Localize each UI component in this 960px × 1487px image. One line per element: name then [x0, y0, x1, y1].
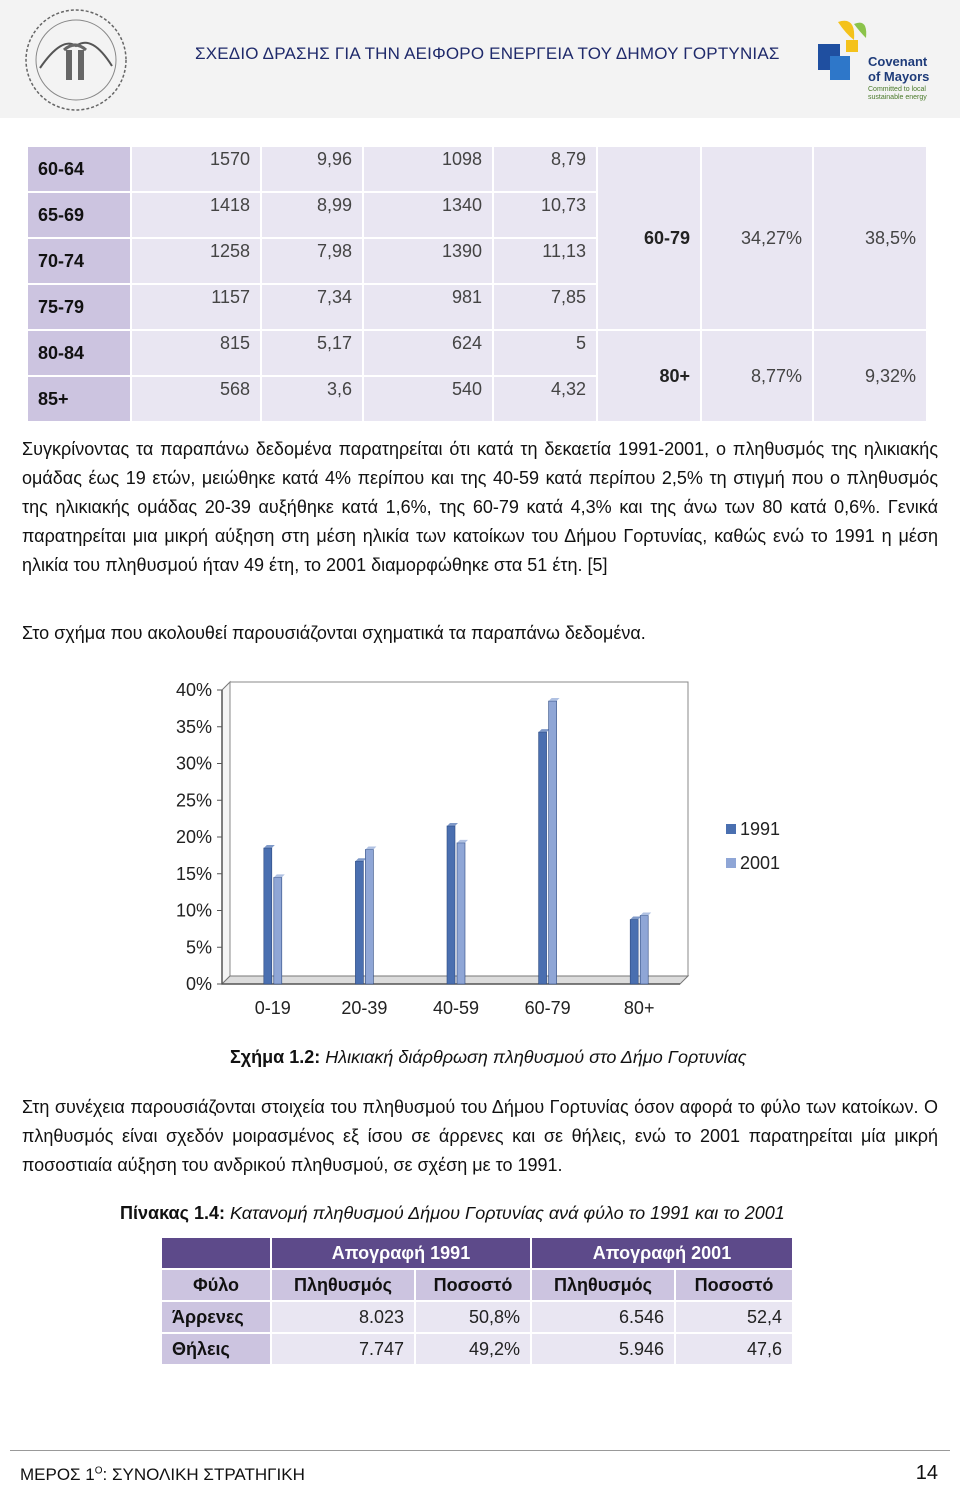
- logo-line-3: Committed to local: [868, 86, 926, 93]
- age-table-cell: 3,6: [262, 377, 362, 421]
- bar-2001-60-79: [549, 701, 557, 984]
- x-tick-label: 20-39: [341, 998, 388, 1018]
- age-group-label: 65-69: [28, 193, 130, 237]
- figure-caption-text: Ηλικιακή διάρθρωση πληθυσμού στο Δήμο Γορτυνίας: [320, 1047, 747, 1067]
- covenant-logo-text: [868, 54, 929, 84]
- age-group-label: 75-79: [28, 285, 130, 329]
- age-table-cell: 8,79: [494, 147, 596, 191]
- footer-divider: [10, 1450, 950, 1451]
- paragraph-chart-intro: Στο σχήμα που ακολουθεί παρουσιάζονται σχηματικά τα παραπάνω δεδομένα.: [22, 623, 646, 643]
- row-male-label: Άρρενες: [162, 1302, 270, 1332]
- age-table-cell: 1418: [132, 193, 260, 237]
- bar-1991-40-59: [447, 826, 455, 984]
- legend-label-1991: 1991: [740, 819, 781, 839]
- age-table-cell: 624: [364, 331, 492, 375]
- legend-swatch-1991: [726, 824, 736, 834]
- age-table-cell: 1570: [132, 147, 260, 191]
- age-table-cell: 5: [494, 331, 596, 375]
- figure-caption-label: Σχήμα 1.2:: [230, 1047, 321, 1067]
- age-table-cell: 7,85: [494, 285, 596, 329]
- y-tick-label: 40%: [175, 680, 212, 700]
- legend-label-2001: 2001: [740, 853, 781, 873]
- y-tick-label: 5%: [185, 937, 212, 958]
- age-table-cell: 1340: [364, 193, 492, 237]
- paragraph-comparison: Συγκρίνοντας τα παραπάνω δεδομένα παρατηρείται ότι κατά τη δεκαετία 1991-2001, ο πληθυσμός της ηλικιακής ομάδας έως 19 ετών, μειώθηκε κατά 4% περίπου και της 40-59 κατά περίπου 2,5% τη στιγμή που ο πληθυσμός της ηλικιακής ομάδας 20-39 αυξήθηκε κατά 1,6%, της 60-79 κατά 4,3% και της άνω των 80 κατά 0,6%. Γενικά παρατηρείται μια μικρή αύξηση στη μέση ηλικία των κατοίκων του Δήμου Γορτυνίας, καθώς ενώ το 1991 η μέση ηλικία του πληθυσμού ήταν 49 έτη, το 2001 διαμορφώθηκε στα 51 έτη. [5]: [22, 439, 938, 575]
- row-female-pct-2001: 47,6: [676, 1334, 792, 1364]
- group-value: 38,5%: [814, 147, 926, 329]
- row-male-pct-2001: 52,4: [676, 1302, 792, 1332]
- group-label: 60-79: [598, 147, 700, 329]
- covenant-logo-tagline: [868, 86, 927, 102]
- age-table-cell: 1098: [364, 147, 492, 191]
- header-census-1991: Απογραφή 1991: [272, 1238, 530, 1268]
- age-group-label: 80-84: [28, 331, 130, 375]
- row-female-label: Θήλεις: [162, 1334, 270, 1364]
- footer-suffix: : ΣΥΝΟΛΙΚΗ ΣΤΡΑΤΗΓΙΚΗ: [102, 1465, 305, 1484]
- legend-swatch-2001: [726, 858, 736, 868]
- age-table-cell: 540: [364, 377, 492, 421]
- bar-1991-0-19: [264, 848, 272, 984]
- age-table-cell: 10,73: [494, 193, 596, 237]
- age-table-cell: 1157: [132, 285, 260, 329]
- logo-line-4: sustainable energy: [868, 94, 927, 101]
- document-title: ΣΧΕΔΙΟ ΔΡΑΣΗΣ ΓΙΑ ΤΗΝ ΑΕΙΦΟΡΟ ΕΝΕΡΓΕΙΑ ΤΟΥ ΔΗΜΟΥ ΓΟΡΤΥΝΙΑΣ: [195, 44, 780, 63]
- bar-2001-40-59: [457, 843, 465, 984]
- age-table-cell: 568: [132, 377, 260, 421]
- table-caption: [120, 1203, 785, 1224]
- group-value: 9,32%: [814, 331, 926, 421]
- page-header: [0, 0, 960, 118]
- header-sex: Φύλο: [162, 1270, 270, 1300]
- x-tick-label: 0-19: [254, 998, 291, 1018]
- bar-2001-20-39: [365, 849, 373, 984]
- age-table-cell: 815: [132, 331, 260, 375]
- bar-1991-60-79: [539, 732, 547, 984]
- y-tick-label: 15%: [175, 863, 212, 884]
- header-census-2001: Απογραφή 2001: [532, 1238, 792, 1268]
- age-table-cell: 7,34: [262, 285, 362, 329]
- footer-section-title: [20, 1465, 305, 1485]
- row-male-pct-1991: 50,8%: [416, 1302, 530, 1332]
- y-tick-label: 0%: [185, 974, 212, 994]
- logo-line-1: Covenant: [868, 54, 928, 69]
- row-male-pop-1991: 8.023: [272, 1302, 414, 1332]
- age-group-label: 70-74: [28, 239, 130, 283]
- bar-1991-20-39: [355, 861, 363, 984]
- paragraph-sex-intro: Στη συνέχεια παρουσιάζονται στοιχεία του πληθυσμού του Δήμου Γορτυνίας όσον αφορά το φύλο των κατοίκων. Ο πληθυσμός είναι σχεδόν μοιρασμένος εξ ίσου σε άρρενες και σε θήλεις, ενώ το 2001 παρατηρείται μία μικρή ποσοστιαία αύξηση του ανδρικού πληθυσμού, σε σχέση με το 1991.: [22, 1097, 938, 1175]
- table-caption-text: Κατανομή πληθυσμού Δήμου Γορτυνίας ανά φύλο το 1991 και το 2001: [224, 1203, 785, 1223]
- row-female-pop-2001: 5.946: [532, 1334, 674, 1364]
- age-structure-bar-chart: [160, 676, 800, 1026]
- figure-caption: [230, 1047, 747, 1068]
- age-group-label: 85+: [28, 377, 130, 421]
- bar-2001-0-19: [274, 877, 282, 984]
- age-table-cell: 7,98: [262, 239, 362, 283]
- y-tick-label: 20%: [175, 827, 212, 847]
- header-pct-2001: Ποσοστό: [676, 1270, 792, 1300]
- x-tick-label: 60-79: [524, 998, 571, 1018]
- header-pop-2001: Πληθυσμός: [532, 1270, 674, 1300]
- age-table-cell: 5,17: [262, 331, 362, 375]
- y-tick-label: 35%: [175, 716, 212, 737]
- group-value: 34,27%: [702, 147, 812, 329]
- header-pop-1991: Πληθυσμός: [272, 1270, 414, 1300]
- x-tick-label: 40-59: [432, 998, 480, 1018]
- group-label: 80+: [598, 331, 700, 421]
- logo-line-2: of Mayors: [868, 69, 930, 84]
- x-tick-label: 80+: [623, 998, 655, 1018]
- sex-table-corner: [162, 1238, 270, 1268]
- age-table-cell: 4,32: [494, 377, 596, 421]
- age-table-cell: 9,96: [262, 147, 362, 191]
- chart-side-wall: [222, 682, 230, 984]
- municipality-logo-icon: [22, 6, 130, 114]
- age-table-cell: 1258: [132, 239, 260, 283]
- age-group-label: 60-64: [28, 147, 130, 191]
- footer-sup: Ο: [94, 1465, 103, 1477]
- age-table-cell: 1390: [364, 239, 492, 283]
- row-female-pop-1991: 7.747: [272, 1334, 414, 1364]
- header-pct-1991: Ποσοστό: [416, 1270, 530, 1300]
- bar-1991-80+: [630, 920, 638, 984]
- age-table-cell: 8,99: [262, 193, 362, 237]
- y-tick-label: 30%: [175, 753, 212, 774]
- age-table-cell: 981: [364, 285, 492, 329]
- page-number: 14: [915, 1462, 938, 1484]
- age-table-cell: 11,13: [494, 239, 596, 283]
- covenant-of-mayors-logo: [816, 14, 938, 106]
- footer-prefix: ΜΕΡΟΣ 1: [20, 1465, 95, 1484]
- group-value: 8,77%: [702, 331, 812, 421]
- y-tick-label: 10%: [175, 900, 212, 921]
- table-caption-label: Πίνακας 1.4:: [120, 1203, 225, 1223]
- row-male-pop-2001: 6.546: [532, 1302, 674, 1332]
- y-tick-label: 25%: [175, 790, 212, 811]
- row-female-pct-1991: 49,2%: [416, 1334, 530, 1364]
- bar-2001-80+: [640, 915, 648, 984]
